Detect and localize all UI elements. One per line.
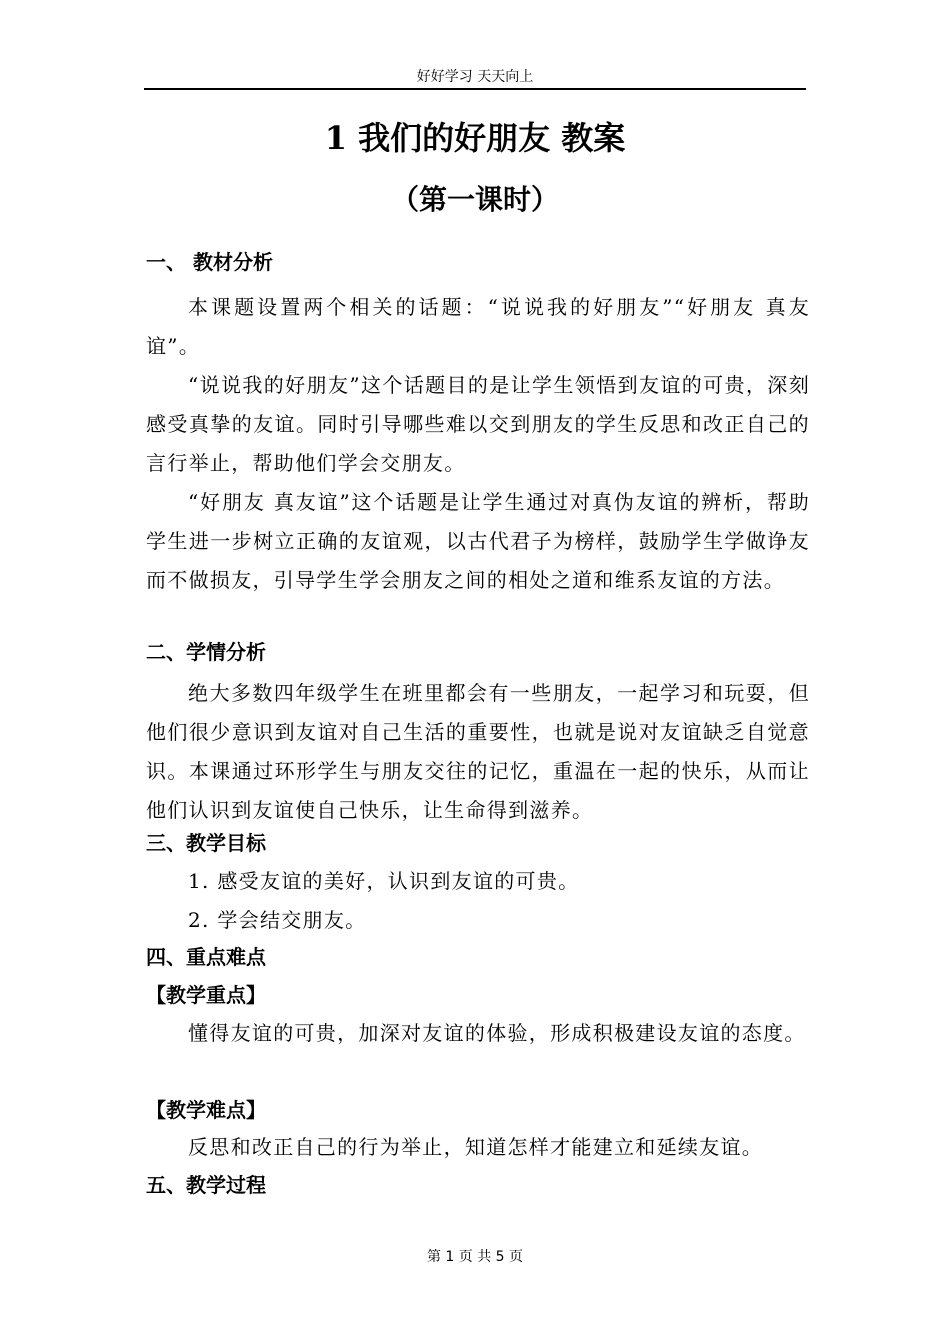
section-heading-key-points: 四、重点难点 [146,945,266,969]
paragraph: “好朋友 真友谊”这个话题是让学生通过对真伪友谊的辨析，帮助学生进一步树立正确的友谊观，以古代君子为榜样，鼓励学生学做诤友而不做损友，引导学生学会朋友之间的相处之道和维系友谊的方法。 [146,490,810,592]
document-subtitle: （第一课时） [390,183,559,216]
header-divider [144,88,806,90]
page-header: 好好学习 天天向上 [416,69,534,85]
subheading-teaching-difficulty: 【教学难点】 [146,1098,266,1122]
subheading-teaching-focus: 【教学重点】 [146,983,266,1007]
objective-item: 2. 学会结交朋友。 [188,908,367,932]
section-heading-teaching-objectives: 三、教学目标 [146,831,266,855]
paragraph: “说说我的好朋友”这个话题目的是让学生领悟到友谊的可贵，深刻感受真挚的友谊。同时引导哪些难以交到朋友的学生反思和改正自己的言行举止，帮助他们学会交朋友。 [146,373,810,475]
objective-item: 1. 感受友谊的美好，认识到友谊的可贵。 [188,869,580,893]
document-title: 1 我们的好朋友 教案 [324,119,626,157]
paragraph: 反思和改正自己的行为举止，知道怎样才能建立和延续友谊。 [188,1135,764,1159]
section-heading-student-analysis: 二、学情分析 [146,640,266,664]
paragraph: 本课题设置两个相关的话题：“说说我的好朋友”“好朋友 真友谊”。 [146,295,810,358]
paragraph: 懂得友谊的可贵，加深对友谊的体验，形成积极建设友谊的态度。 [188,1021,806,1045]
section-heading-textbook-analysis: 一、 教材分析 [146,250,273,274]
section-heading-teaching-process: 五、教学过程 [146,1173,266,1197]
page-footer: 第 1 页 共 5 页 [426,1249,524,1265]
paragraph: 绝大多数四年级学生在班里都会有一些朋友，一起学习和玩耍，但他们很少意识到友谊对自己生活的重要性，也就是说对友谊缺乏自觉意识。本课通过环形学生与朋友交往的记忆，重温在一起的快乐，从而让他们认识到友谊使自己快乐，让生命得到滋养。 [146,681,810,822]
